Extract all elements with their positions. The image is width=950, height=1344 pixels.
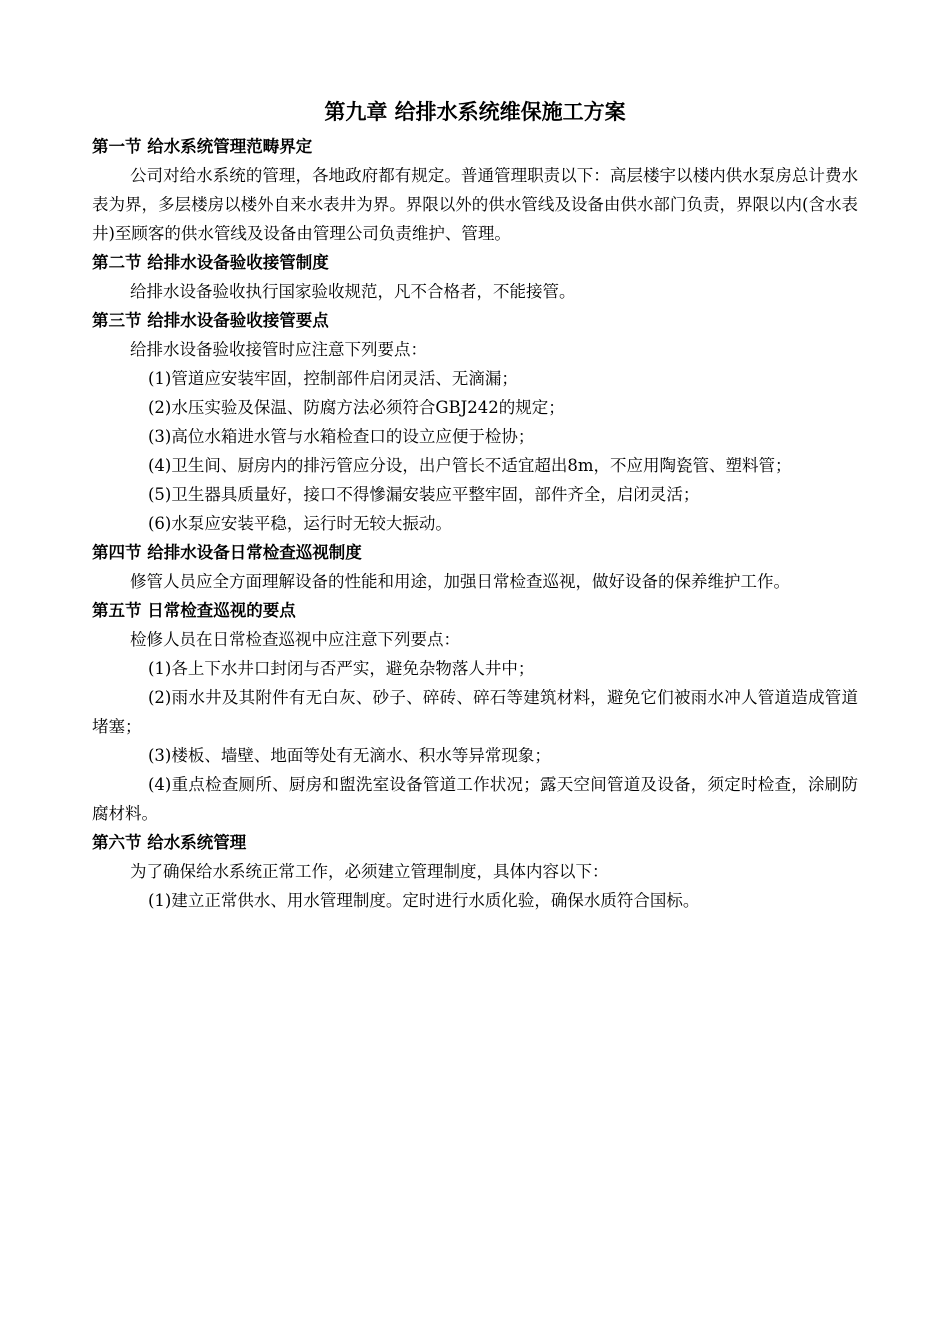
section-1 — [92, 132, 858, 248]
list-item: (3)楼板、墙壁、地面等处有无滴水、积水等异常现象； — [148, 746, 551, 765]
section-4 — [92, 538, 858, 596]
list-item: (5)卫生器具质量好，接口不得慘漏安装应平整牢固，部件齐全，启闭灵活； — [148, 485, 700, 504]
page-title: 第九章 给排水系统维保施工方案 — [324, 100, 626, 124]
list-item: (1)各上下水井口封闭与否严实，避免杂物落人井中； — [148, 659, 535, 678]
list-item: (2)水压实验及保温、防腐方法必须符合GBJ242的规定； — [148, 398, 565, 417]
list-item: (2)雨水井及其附件有无白灰、砂子、碎砖、碎石等建筑材料，避免它们被雨水冲人管道造成管道堵塞； — [92, 688, 858, 736]
section-heading: 第六节 给水系统管理 — [92, 833, 247, 852]
paragraph: 修管人员应全方面理解设备的性能和用途，加强日常检查巡视，做好设备的保养维护工作。 — [130, 572, 790, 591]
list-item: (1)管道应安装牢固，控制部件启闭灵活、无滴漏； — [148, 369, 518, 388]
section-2 — [92, 248, 858, 306]
section-heading: 第一节 给水系统管理范畴界定 — [92, 137, 313, 156]
section-6 — [92, 828, 858, 915]
document-page — [92, 96, 858, 915]
paragraph: 检修人员在日常检查巡视中应注意下列要点： — [130, 630, 460, 649]
list-item: (1)建立正常供水、用水管理制度。定时进行水质化验，确保水质符合国标。 — [148, 891, 700, 910]
section-3 — [92, 306, 858, 538]
paragraph: 公司对给水系统的管理，各地政府都有规定。普通管理职责以下：高层楼宇以楼内供水泵房总计费水表为界，多层楼房以楼外自来水表井为界。界限以外的供水管线及设备由供水部门负责，界限以内(含水表井)至顾客的供水管线及设备由管理公司负责维护、管理。 — [92, 166, 858, 243]
section-heading: 第五节 日常检查巡视的要点 — [92, 601, 296, 620]
section-heading: 第三节 给排水设备验收接管要点 — [92, 311, 329, 330]
section-heading: 第二节 给排水设备验收接管制度 — [92, 253, 329, 272]
list-item: (6)水泵应安装平稳，运行时无较大振动。 — [148, 514, 452, 533]
paragraph: 给排水设备验收接管时应注意下列要点： — [130, 340, 427, 359]
paragraph: 为了确保给水系统正常工作，必须建立管理制度，具体内容以下： — [130, 862, 609, 881]
list-item: (4)卫生间、厨房内的排污管应分设，出户管长不适宜超出8m，不应用陶瓷管、塑料管； — [148, 456, 792, 475]
paragraph: 给排水设备验收执行国家验收规范，凡不合格者，不能接管。 — [130, 282, 576, 301]
section-heading: 第四节 给排水设备日常检查巡视制度 — [92, 543, 362, 562]
list-item: (3)高位水箱进水管与水箱检查口的设立应便于检协； — [148, 427, 535, 446]
list-item: (4)重点检查厕所、厨房和盥洗室设备管道工作状况；露天空间管道及设备，须定时检查，涂刷防腐材料。 — [92, 775, 858, 823]
section-5 — [92, 596, 858, 828]
